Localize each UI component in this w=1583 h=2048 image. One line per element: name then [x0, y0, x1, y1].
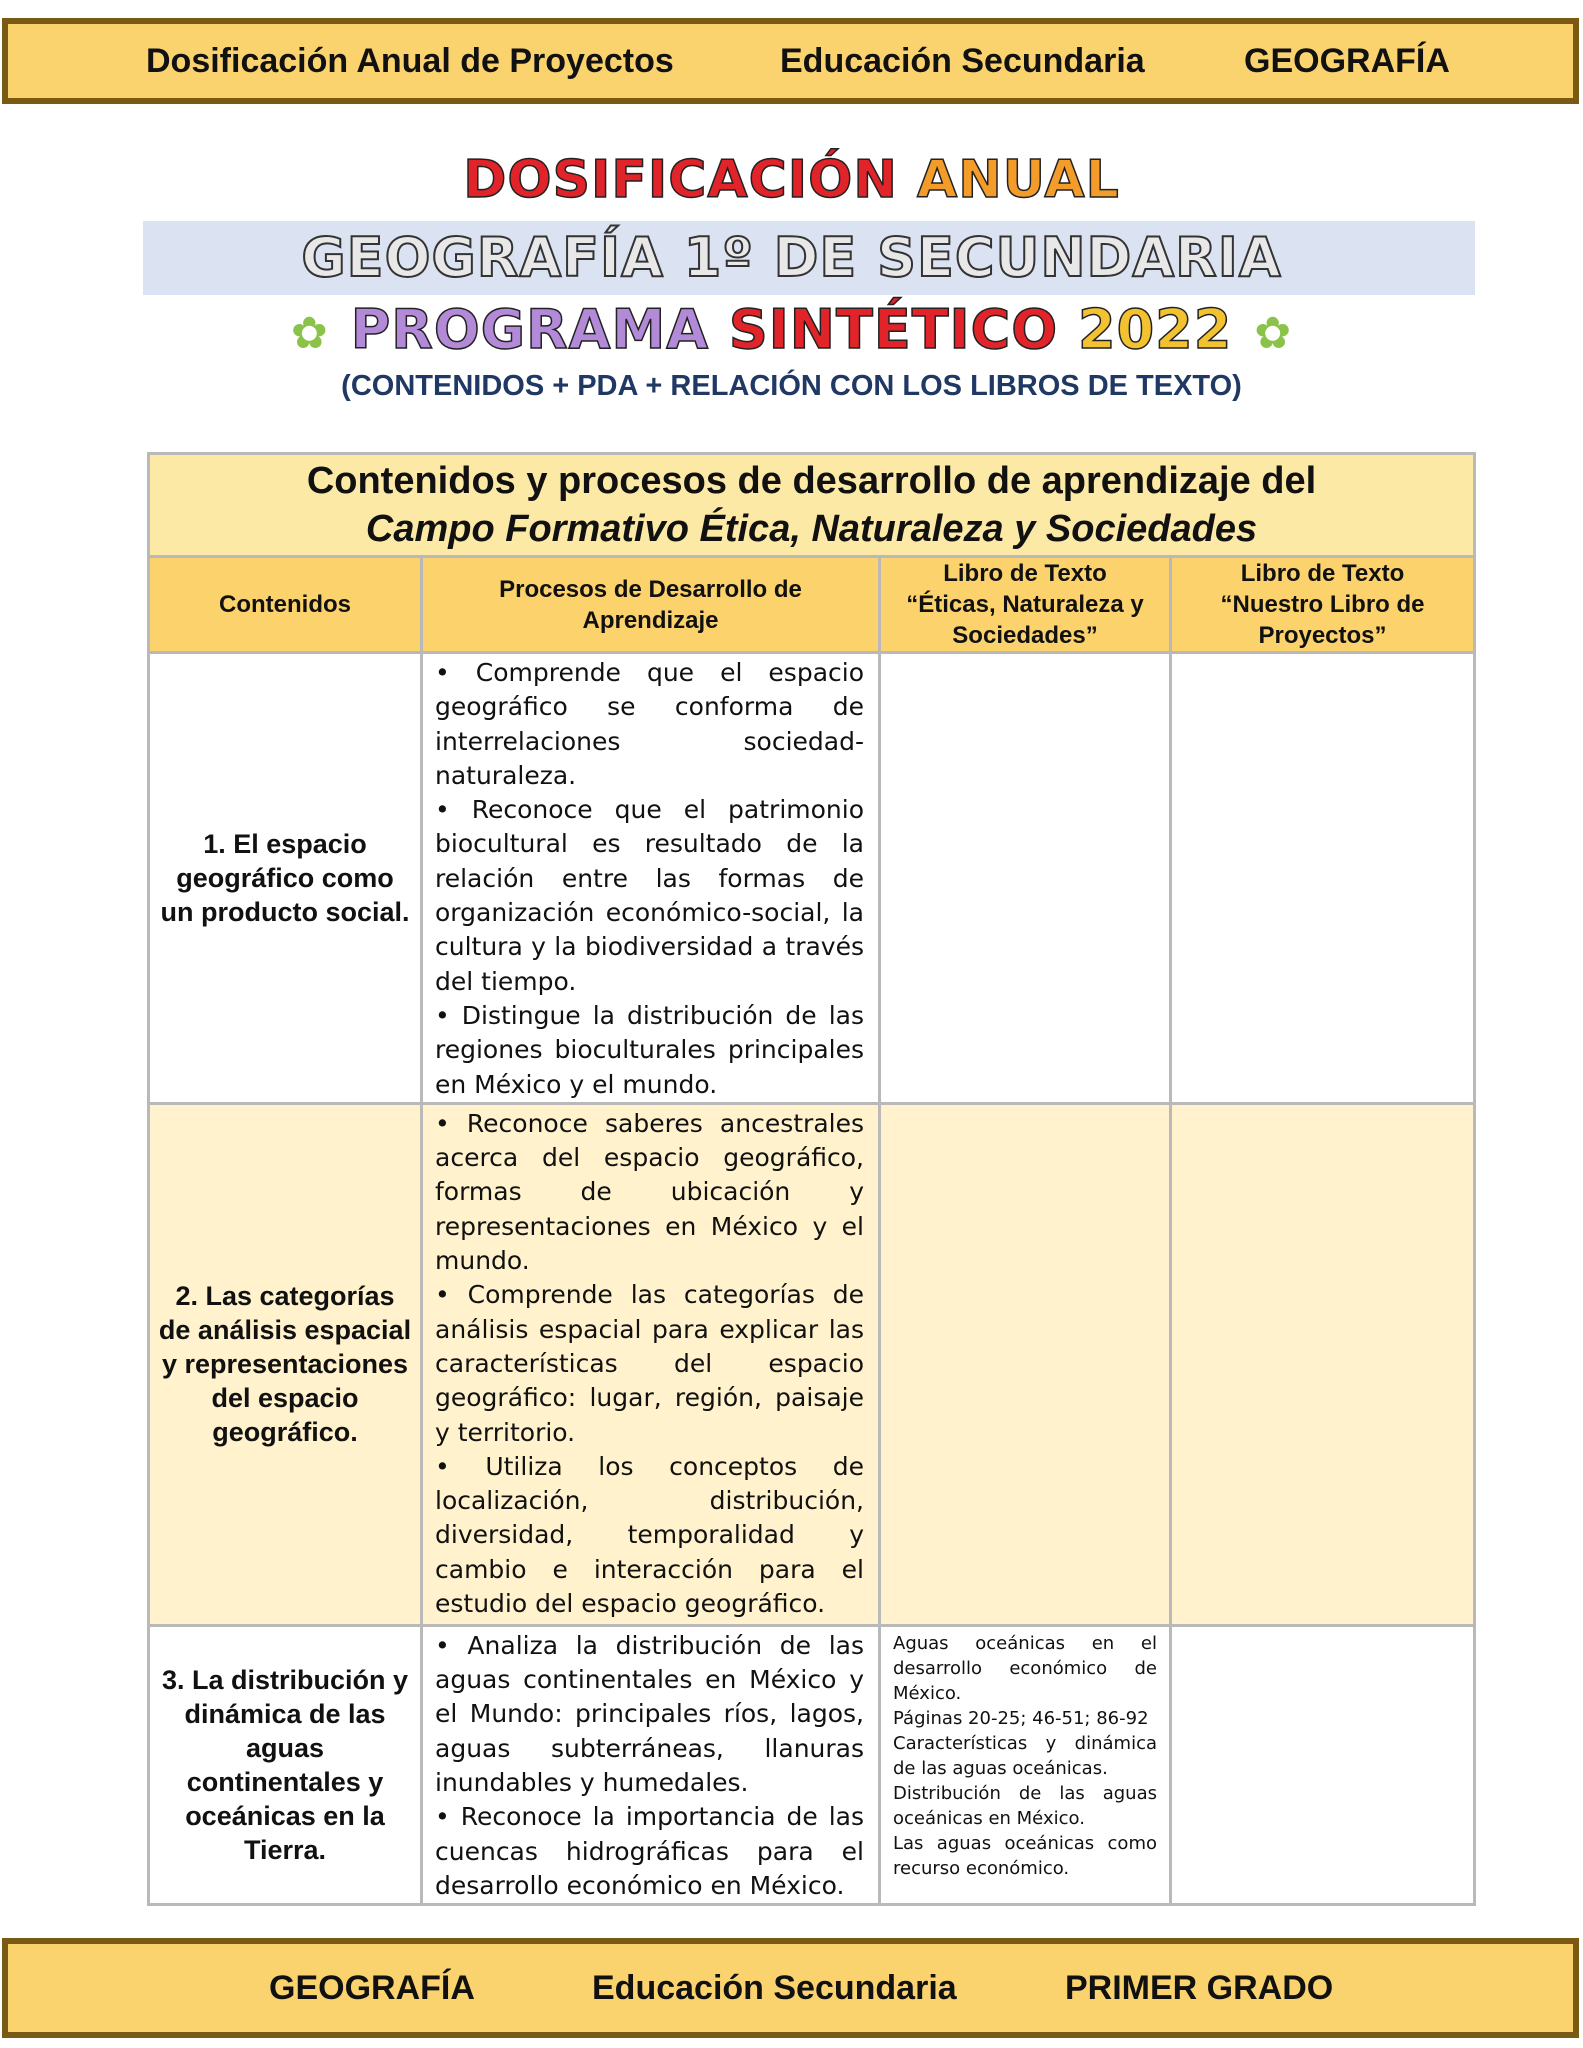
contenido-cell: 1. El espacio geográfico como un producto social.: [150, 654, 420, 1102]
footer-band: [2, 1938, 1579, 2038]
title-dosificacion-anual: [0, 150, 1583, 210]
content-table: [147, 452, 1476, 1906]
libro-eticas-cell: [881, 654, 1169, 1102]
libro-item: Aguas oceánicas en el desarrollo económico de México.: [893, 1632, 1157, 1704]
footer-right-text: PRIMER GRADO: [1065, 1968, 1334, 2007]
leaf-ornament-icon: ✿: [290, 307, 329, 359]
libro-item: Las aguas oceánicas como recurso económico.: [893, 1832, 1157, 1879]
table-row: [150, 1105, 1473, 1624]
pda-item: • Reconoce saberes ancestrales acerca del espacio geográfico, formas de ubicación y representaciones en México y el mundo.: [435, 1108, 864, 1276]
pda-item: • Reconoce que el patrimonio biocultural es resultado de la relación entre las formas de organización económico-social, la cultura y la biodiversidad a través del tiempo.: [435, 795, 864, 996]
column-header-libro-eticas: [881, 558, 1169, 651]
footer-left-text: GEOGRAFÍA: [269, 1968, 475, 2007]
table-title-line2: Campo Formativo Ética, Naturaleza y Sociedades: [365, 508, 1258, 550]
pda-cell: [423, 1627, 878, 1903]
libro-proyectos-cell: [1172, 1105, 1473, 1624]
column-header-pda: Procesos de Desarrollo de Aprendizaje: [423, 558, 878, 651]
footer-center-text: Educación Secundaria: [592, 1968, 957, 2007]
libro-proyectos-cell: [1172, 654, 1473, 1102]
header-right-text: GEOGRAFÍA: [1244, 41, 1450, 80]
libro-item: Páginas 20-25; 46-51; 86-92: [893, 1707, 1149, 1729]
table-row: [150, 1627, 1473, 1903]
header-band: [2, 18, 1579, 104]
pda-cell: [423, 654, 878, 1102]
libro-proyectos-cell: [1172, 1627, 1473, 1903]
libro-item: Características y dinámica de las aguas oceánicas.: [893, 1732, 1157, 1779]
contenido-cell: 3. La distribución y dinámica de las aguas continentales y oceánicas en la Tierra.: [150, 1627, 420, 1903]
header-left-text: Dosificación Anual de Proyectos: [146, 41, 674, 80]
subtitle: (CONTENIDOS + PDA + RELACIÓN CON LOS LIBROS DE TEXTO): [341, 370, 1242, 402]
table-row: [150, 654, 1473, 1102]
leaf-ornament-icon: ✿: [1254, 307, 1293, 359]
column-header-contenidos: Contenidos: [150, 558, 420, 651]
pda-item: • Distingue la distribución de las regiones bioculturales principales en México y el mundo.: [435, 1000, 864, 1099]
title-line1-b: ANUAL: [917, 150, 1120, 210]
pda-item: • Comprende las categorías de análisis espacial para explicar las características del espacio geográfico: lugar, región, paisaje y territorio.: [435, 1280, 864, 1447]
header-center-text: Educación Secundaria: [780, 41, 1145, 80]
column-header-libro-eticas-line1: Libro de Texto: [943, 560, 1107, 587]
libro-item: Distribución de las aguas oceánicas en México.: [893, 1782, 1157, 1829]
title-line2: GEOGRAFÍA 1º DE SECUNDARIA: [301, 226, 1282, 289]
contenido-cell: 2. Las categorías de análisis espacial y representaciones del espacio geográfico.: [150, 1105, 420, 1624]
pda-item: • Utiliza los conceptos de localización, distribución, diversidad, temporalidad y cambio e interacción para el estudio del espacio geográfico.: [435, 1451, 864, 1619]
column-header-libro-proyectos-line1: Libro de Texto: [1240, 560, 1405, 587]
libro-eticas-cell: [881, 1627, 1169, 1903]
column-header-libro-proyectos: [1172, 558, 1473, 651]
libro-eticas-cell: [881, 1105, 1169, 1624]
pda-item: • Comprende que el espacio geográfico se conforma de interrelaciones sociedad-naturaleza.: [435, 658, 864, 790]
title-line3-c: 2022: [1078, 298, 1233, 361]
pda-item: • Reconoce la importancia de las cuencas hidrográficas para el desarrollo económico en México.: [435, 1802, 864, 1900]
table-title-line1: Contenidos y procesos de desarrollo de aprendizaje del: [306, 460, 1317, 502]
pda-cell: [423, 1105, 878, 1624]
column-header-libro-proyectos-line2: “Nuestro Libro de Proyectos”: [1220, 591, 1425, 649]
title-line1-a: DOSIFICACIÓN: [463, 150, 898, 210]
pda-item: • Analiza la distribución de las aguas continentales en México y el Mundo: principales ríos, lagos, aguas subterráneas, llanuras inundables y humedales.: [435, 1630, 864, 1798]
title-programa-sintetico: [0, 298, 1583, 361]
column-header-libro-eticas-line2: “Éticas, Naturaleza y Sociedades”: [906, 591, 1144, 649]
title-line3-b: SINTÉTICO: [728, 298, 1059, 361]
title-line3-a: PROGRAMA: [350, 298, 709, 361]
table-title: [150, 455, 1473, 555]
